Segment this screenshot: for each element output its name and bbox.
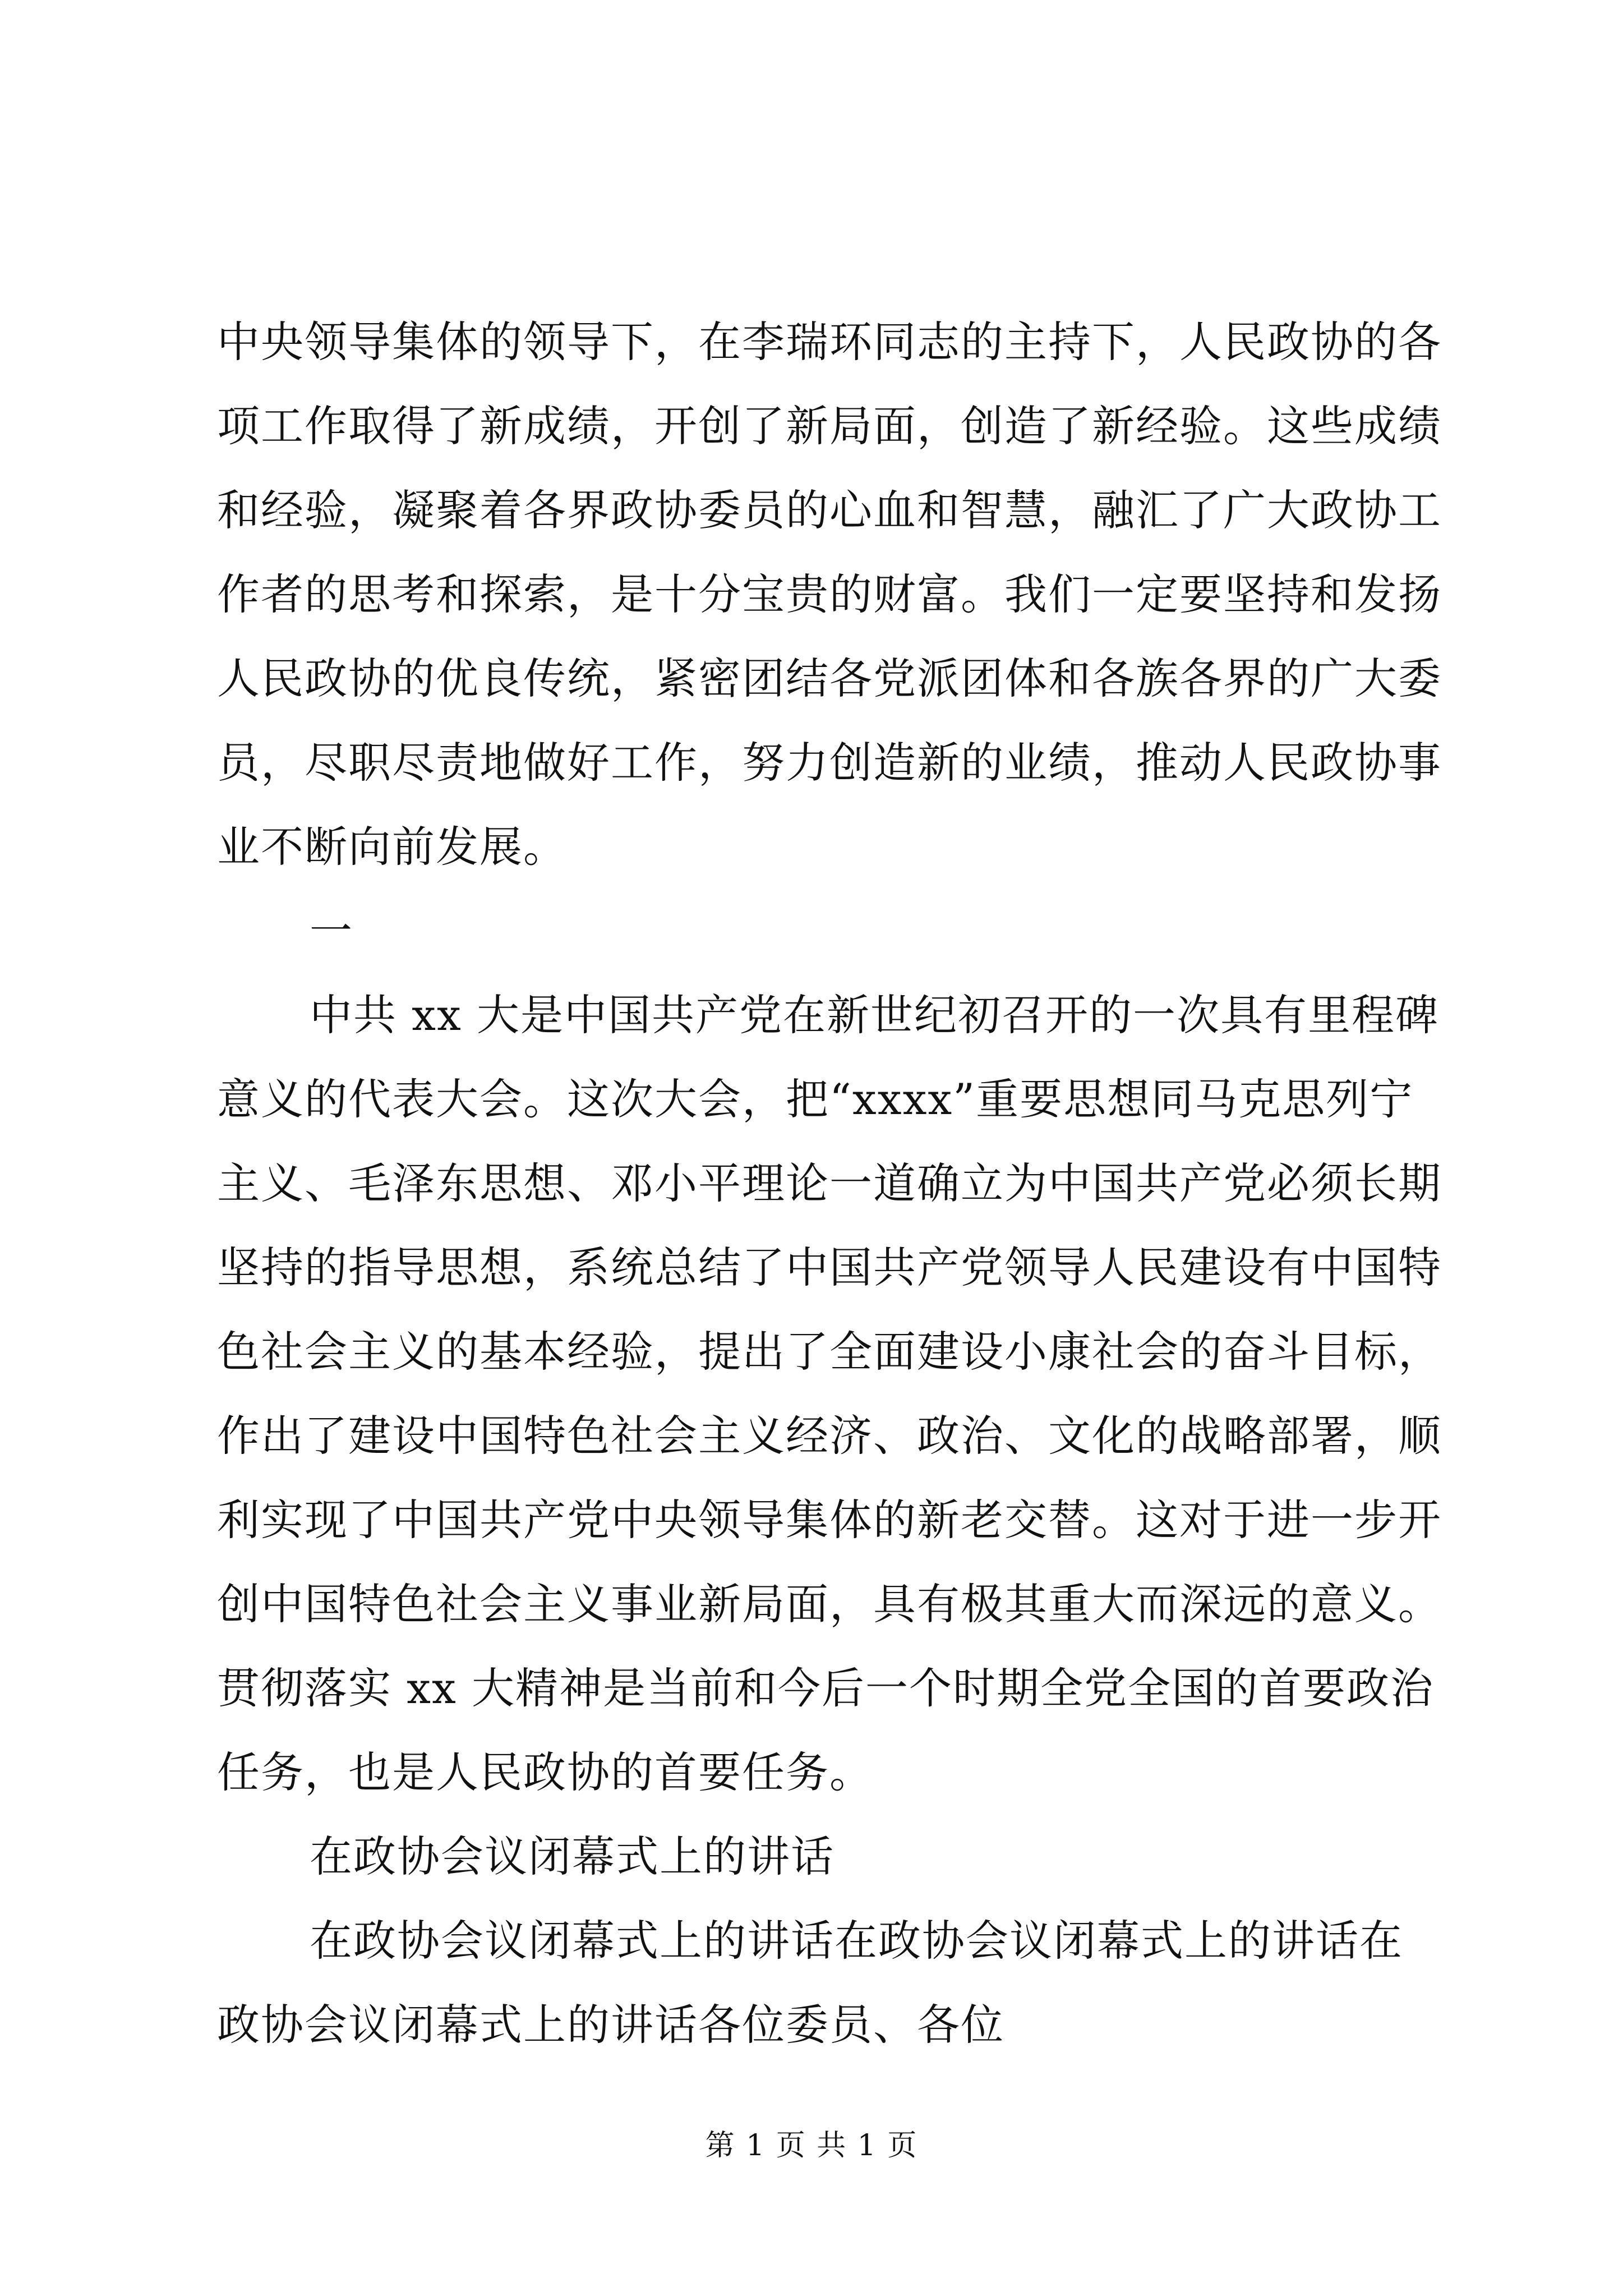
heading-line: 在政协会议闭幕式上的讲话 <box>310 1832 834 1881</box>
section-number: 一 <box>310 906 353 956</box>
text-line: 项工作取得了新成绩，开创了新局面，创造了新经验。这些成绩 <box>217 401 1442 451</box>
text-line: 员，尽职尽责地做好工作，努力创造新的业绩，推动人民政协事 <box>217 738 1442 788</box>
page-footer <box>0 2126 1623 2165</box>
text-line: 色社会主义的基本经验，提出了全面建设小康社会的奋斗目标， <box>217 1327 1442 1377</box>
text-line: 意义的代表大会。这次大会，把“xxxx”重要思想同马克思列宁 <box>217 1074 1414 1124</box>
text-line: 作出了建设中国特色社会主义经济、政治、文化的战略部署，顺 <box>217 1411 1442 1461</box>
text-line: 在政协会议闭幕式上的讲话在政协会议闭幕式上的讲话在 <box>310 1916 1403 1966</box>
text-line: 人民政协的优良传统，紧密团结各党派团体和各族各界的广大委 <box>217 654 1442 703</box>
text-line: 和经验，凝聚着各界政协委员的心血和智慧，融汇了广大政协工 <box>217 485 1442 535</box>
text-line: 创中国特色社会主义事业新局面，具有极其重大而深远的意义。 <box>217 1579 1442 1629</box>
text-line: 中央领导集体的领导下，在李瑞环同志的主持下，人民政协的各 <box>217 317 1442 367</box>
text-line: 主义、毛泽东思想、邓小平理论一道确立为中国共产党必须长期 <box>217 1158 1442 1208</box>
page-number-label: 第 1 页 共 1 页 <box>705 2129 918 2162</box>
text-line: 利实现了中国共产党中央领导集体的新老交替。这对于进一步开 <box>217 1495 1442 1545</box>
text-line: 作者的思考和探索，是十分宝贵的财富。我们一定要坚持和发扬 <box>217 569 1442 619</box>
text-line: 中共 xx 大是中国共产党在新世纪初召开的一次具有里程碑 <box>310 990 1440 1040</box>
text-line: 坚持的指导思想，系统总结了中国共产党领导人民建设有中国特 <box>217 1243 1442 1292</box>
text-line: 贯彻落实 xx 大精神是当前和今后一个时期全党全国的首要政治 <box>217 1663 1435 1713</box>
text-line: 业不断向前发展。 <box>217 822 567 872</box>
text-line: 政协会议闭幕式上的讲话各位委员、各位 <box>217 2000 1004 2050</box>
text-line: 任务，也是人民政协的首要任务。 <box>217 1747 873 1797</box>
document-body <box>217 300 1442 2067</box>
